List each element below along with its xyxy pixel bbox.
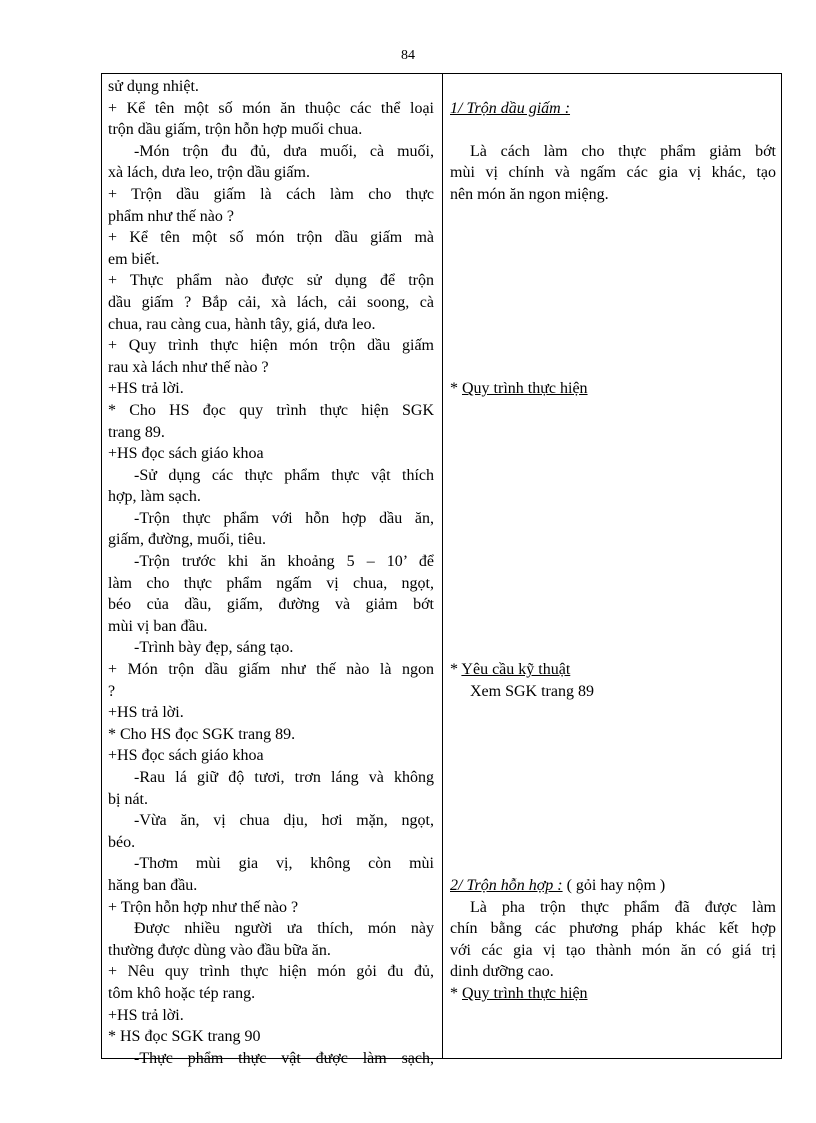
- left-line: * Cho HS đọc SGK trang 89.: [108, 725, 296, 743]
- left-line: hăng ban đầu.: [108, 876, 198, 894]
- left-line: + Kể tên một số món ăn thuộc các thể loại: [108, 99, 434, 117]
- left-line: + Nêu quy trình thực hiện món gỏi đu đủ,: [108, 963, 434, 981]
- left-line: -Trình bày đẹp, sáng tạo.: [134, 639, 294, 657]
- left-line: rau xà lách như thế nào ?: [108, 358, 269, 376]
- right-column: [450, 76, 776, 1005]
- right-line: dinh dưỡng cao.: [450, 963, 554, 981]
- left-line: thường được dùng vào đầu bữa ăn.: [108, 941, 331, 959]
- procedure-heading-1: * Quy trình thực hiện: [450, 380, 588, 398]
- left-line: dầu giấm ? Bắp cải, xà lách, cải soong, cà: [108, 293, 434, 311]
- left-line: bị nát.: [108, 790, 148, 808]
- left-line: trang 89.: [108, 423, 165, 441]
- left-line: + Quy trình thực hiện món trộn dầu giấm: [108, 337, 434, 355]
- left-line: + Kể tên một số món trộn dầu giấm mà: [108, 229, 434, 247]
- right-line: Là pha trộn thực phẩm đã được làm: [470, 898, 776, 916]
- left-line: + Trộn dầu giấm là cách làm cho thực: [108, 185, 434, 203]
- left-line: -Vừa ăn, vị chua dịu, hơi mặn, ngọt,: [134, 812, 434, 830]
- left-line: trộn dầu giấm, trộn hỗn hợp muối chua.: [108, 121, 363, 139]
- left-line: -Rau lá giữ độ tươi, trơn láng và không: [134, 769, 434, 786]
- right-line: nên món ăn ngon miệng.: [450, 185, 609, 203]
- left-line: làm cho thực phẩm ngấm vị chua, ngọt,: [108, 574, 434, 592]
- left-line: -Trộn thực phẩm với hỗn hợp dầu ăn,: [134, 509, 434, 527]
- right-line: Là cách làm cho thực phẩm giảm bớt: [470, 142, 776, 160]
- column-divider: [442, 74, 443, 1058]
- right-line: với các gia vị tạo thành món ăn có giá trị: [450, 941, 776, 959]
- left-line: +HS đọc sách giáo khoa: [108, 747, 264, 765]
- left-line: +HS trả lời.: [108, 380, 184, 398]
- section-heading-2: 2/ Trộn hỗn hợp : ( gỏi hay nộm ): [450, 876, 666, 894]
- left-line: +HS trả lời.: [108, 1006, 184, 1024]
- left-line: xà lách, dưa leo, trộn dầu giấm.: [108, 164, 310, 182]
- left-line: Được nhiều người ưa thích, món này: [134, 920, 434, 938]
- left-line: * HS đọc SGK trang 90: [108, 1028, 261, 1046]
- requirement-heading: * Yêu cầu kỹ thuật: [450, 661, 571, 679]
- procedure-heading-2: * Quy trình thực hiện: [450, 984, 588, 1002]
- left-line: hợp, làm sạch.: [108, 488, 201, 506]
- left-line: * Cho HS đọc quy trình thực hiện SGK: [108, 401, 434, 419]
- section-heading-1: 1/ Trộn dầu giấm :: [450, 99, 571, 117]
- left-line: -Sử dụng các thực phẩm thực vật thích: [134, 466, 434, 484]
- left-line: em biết.: [108, 250, 160, 268]
- right-line: chín bằng các phương pháp khác kết hợp: [450, 920, 776, 938]
- page-number: 84: [401, 48, 415, 63]
- left-line: béo của dầu, giấm, đường và giảm bớt: [108, 596, 434, 614]
- left-line: + Thực phẩm nào được sử dụng để trộn: [108, 272, 434, 290]
- lesson-table: [101, 73, 782, 1067]
- left-line: -Thực phẩm thực vật được làm sạch,: [134, 1049, 434, 1067]
- requirement-text: Xem SGK trang 89: [470, 682, 594, 700]
- left-column: [108, 76, 434, 1069]
- right-line: mùi vị chính và ngấm các gia vị khác, tạo: [450, 164, 776, 182]
- left-line: + Trộn hỗn hợp như thế nào ?: [108, 898, 299, 916]
- left-line: +HS đọc sách giáo khoa: [108, 445, 264, 463]
- left-line: chua, rau càng cua, hành tây, giá, dưa leo.: [108, 315, 376, 333]
- left-line: + Món trộn dầu giấm như thế nào là ngon: [108, 661, 434, 679]
- left-line: mùi vị ban đầu.: [108, 617, 208, 635]
- left-line: béo.: [108, 833, 136, 851]
- left-line: phẩm như thế nào ?: [108, 207, 234, 225]
- left-line: ?: [108, 682, 116, 700]
- left-line: -Trộn trước khi ăn khoảng 5 – 10’ để: [134, 553, 434, 571]
- left-line: giấm, đường, muối, tiêu.: [108, 531, 267, 549]
- left-line: +HS trả lời.: [108, 704, 184, 722]
- left-line: sử dụng nhiệt.: [108, 78, 199, 95]
- left-line: -Món trộn đu đủ, dưa muối, cà muối,: [134, 142, 434, 160]
- left-line: -Thơm mùi gia vị, không còn mùi: [134, 855, 434, 873]
- left-line: tôm khô hoặc tép rang.: [108, 984, 256, 1002]
